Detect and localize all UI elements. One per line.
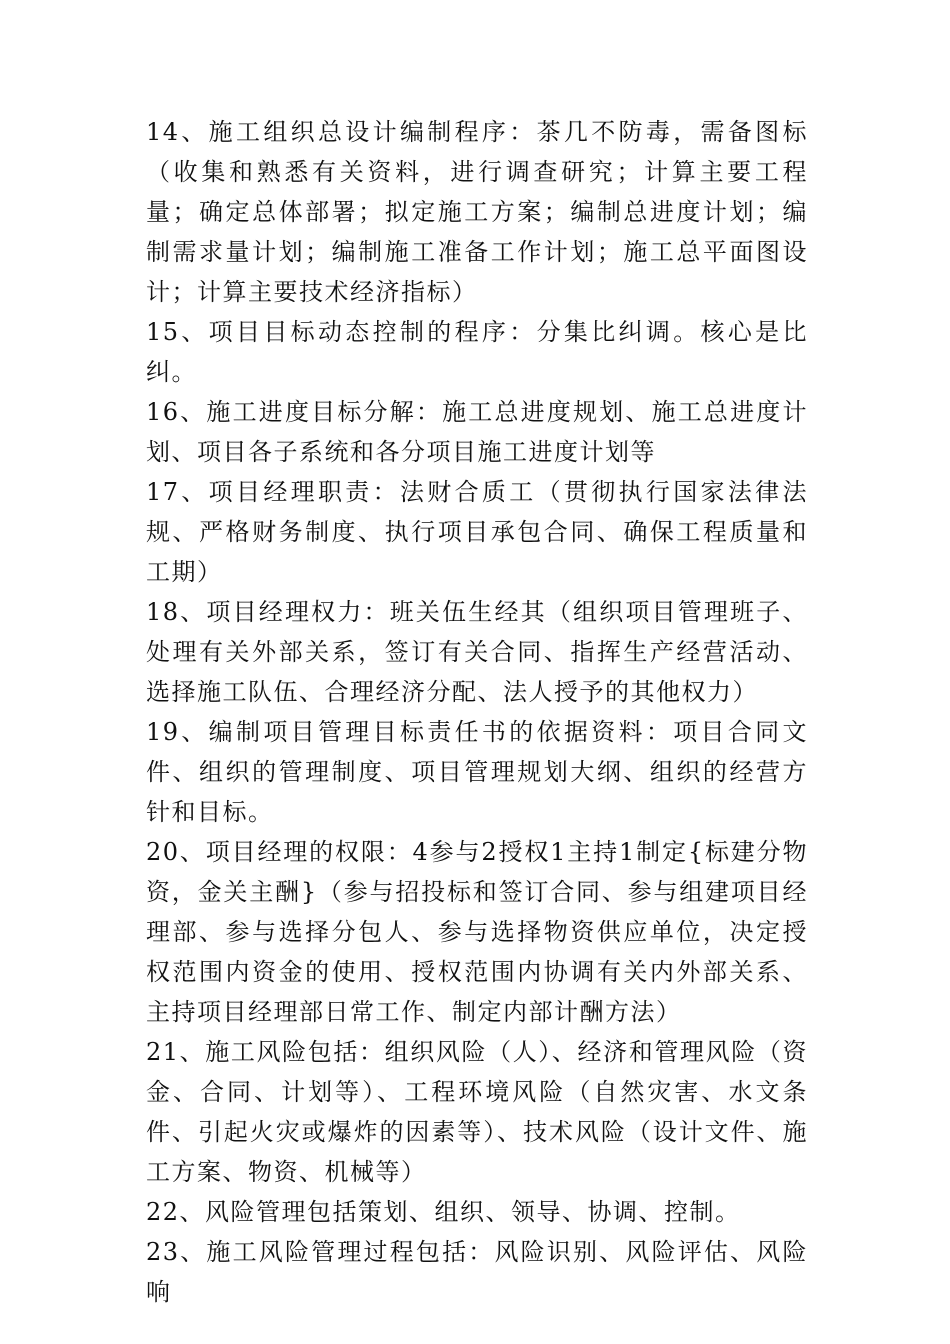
- paragraph-21: 21、施工风险包括：组织风险（人）、经济和管理风险（资金、合同、计划等）、工程环境风险（自然灾害、水文条件、引起火灾或爆炸的因素等）、技术风险（设计文件、施工方案、物资、机械等）: [146, 1038, 808, 1186]
- paragraph-20: 20、项目经理的权限：4参与2授权1主持1制定{标建分物资，金关主酬}（参与招投标和签订合同、参与组建项目经理部、参与选择分包人、参与选择物资供应单位，决定授权范围内资金的使用、授权范围内协调有关内外部关系、主持项目经理部日常工作、制定内部计酬方法）: [146, 838, 808, 1026]
- document-body: [146, 112, 808, 1312]
- paragraph-18: 18、项目经理权力：班关伍生经其（组织项目管理班子、处理有关外部关系，签订有关合同、指挥生产经营活动、选择施工队伍、合理经济分配、法人授予的其他权力）: [146, 598, 808, 706]
- paragraph-16: 16、施工进度目标分解：施工总进度规划、施工总进度计划、项目各子系统和各分项目施工进度计划等: [146, 398, 808, 466]
- paragraph-15: 15、项目目标动态控制的程序：分集比纠调。核心是比纠。: [146, 318, 808, 386]
- paragraph-23: 23、施工风险管理过程包括：风险识别、风险评估、风险响: [146, 1238, 808, 1306]
- paragraph-17: 17、项目经理职责：法财合质工（贯彻执行国家法律法规、严格财务制度、执行项目承包合同、确保工程质量和工期）: [146, 478, 808, 586]
- paragraph-19: 19、编制项目管理目标责任书的依据资料：项目合同文件、组织的管理制度、项目管理规划大纲、组织的经营方针和目标。: [146, 718, 808, 826]
- paragraph-14: 14、施工组织总设计编制程序：茶几不防毒，需备图标（收集和熟悉有关资料，进行调查研究；计算主要工程量；确定总体部署；拟定施工方案；编制总进度计划；编制需求量计划；编制施工准备工作计划；施工总平面图设计；计算主要技术经济指标）: [146, 118, 808, 306]
- paragraph-22: 22、风险管理包括策划、组织、领导、协调、控制。: [146, 1198, 741, 1226]
